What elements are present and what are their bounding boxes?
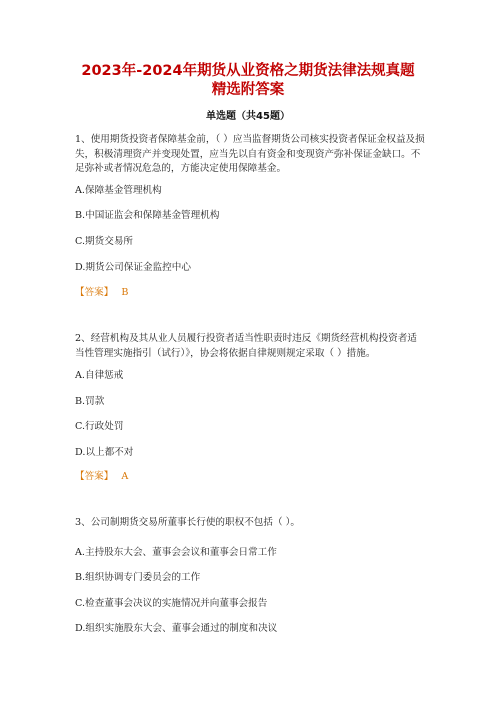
question-1-option-a: A.保障基金管理机构 xyxy=(75,185,162,196)
answer-label: 【答案】 xyxy=(75,471,114,482)
question-1-option-d: D.期货公司保证金监控中心 xyxy=(75,262,191,273)
answer-label: 【答案】 xyxy=(75,287,114,298)
answer-value: A xyxy=(121,471,129,482)
question-1-option-b: B.中国证监会和保障基金管理机构 xyxy=(75,210,220,221)
question-3-option-d: D.组织实施股东大会、董事会通过的制度和决议 xyxy=(75,623,278,634)
answer-value: B xyxy=(121,287,129,298)
question-2-option-c: C.行政处罚 xyxy=(75,421,124,432)
question-2-option-a: A.自律惩戒 xyxy=(75,370,124,381)
section-heading: 单选题（共45题） xyxy=(206,111,290,122)
question-1-answer xyxy=(75,286,128,299)
question-3-option-b: B.组织协调专门委员会的工作 xyxy=(75,572,201,583)
question-2-option-b: B.罚款 xyxy=(75,396,105,407)
question-3-stem: 3、公司制期货交易所董事长行使的职权不包括（ ）。 xyxy=(75,517,301,528)
question-2-answer xyxy=(75,470,128,483)
question-2-stem: 2、经营机构及其从业人员履行投资者适当性职责时违反《期货经营机构投资者适当性管理实施指引（试行）》，协会将依据自律规则规定采取（ ）措施。 xyxy=(75,333,417,359)
question-3-option-c: C.检查董事会决议的实施情况并向董事会报告 xyxy=(75,598,268,609)
question-3-option-a: A.主持股东大会、董事会会议和董事会日常工作 xyxy=(75,547,277,558)
question-1-stem: 1、使用期货投资者保障基金前，（ ）应当监督期货公司核实投资者保证金权益及损失，积极清理资产并变现处置，应当先以自有资金和变现资产弥补保证金缺口。不足弥补或者情况危急的，方能决定使用保障基金。 xyxy=(75,134,425,174)
question-1-option-c: C.期货交易所 xyxy=(75,236,134,247)
question-2-option-d: D.以上都不对 xyxy=(75,447,134,458)
document-title-line1: 2023年-2024年期货从业资格之期货法律法规真题 xyxy=(81,63,415,79)
document-title-line2: 精选附答案 xyxy=(211,82,285,98)
